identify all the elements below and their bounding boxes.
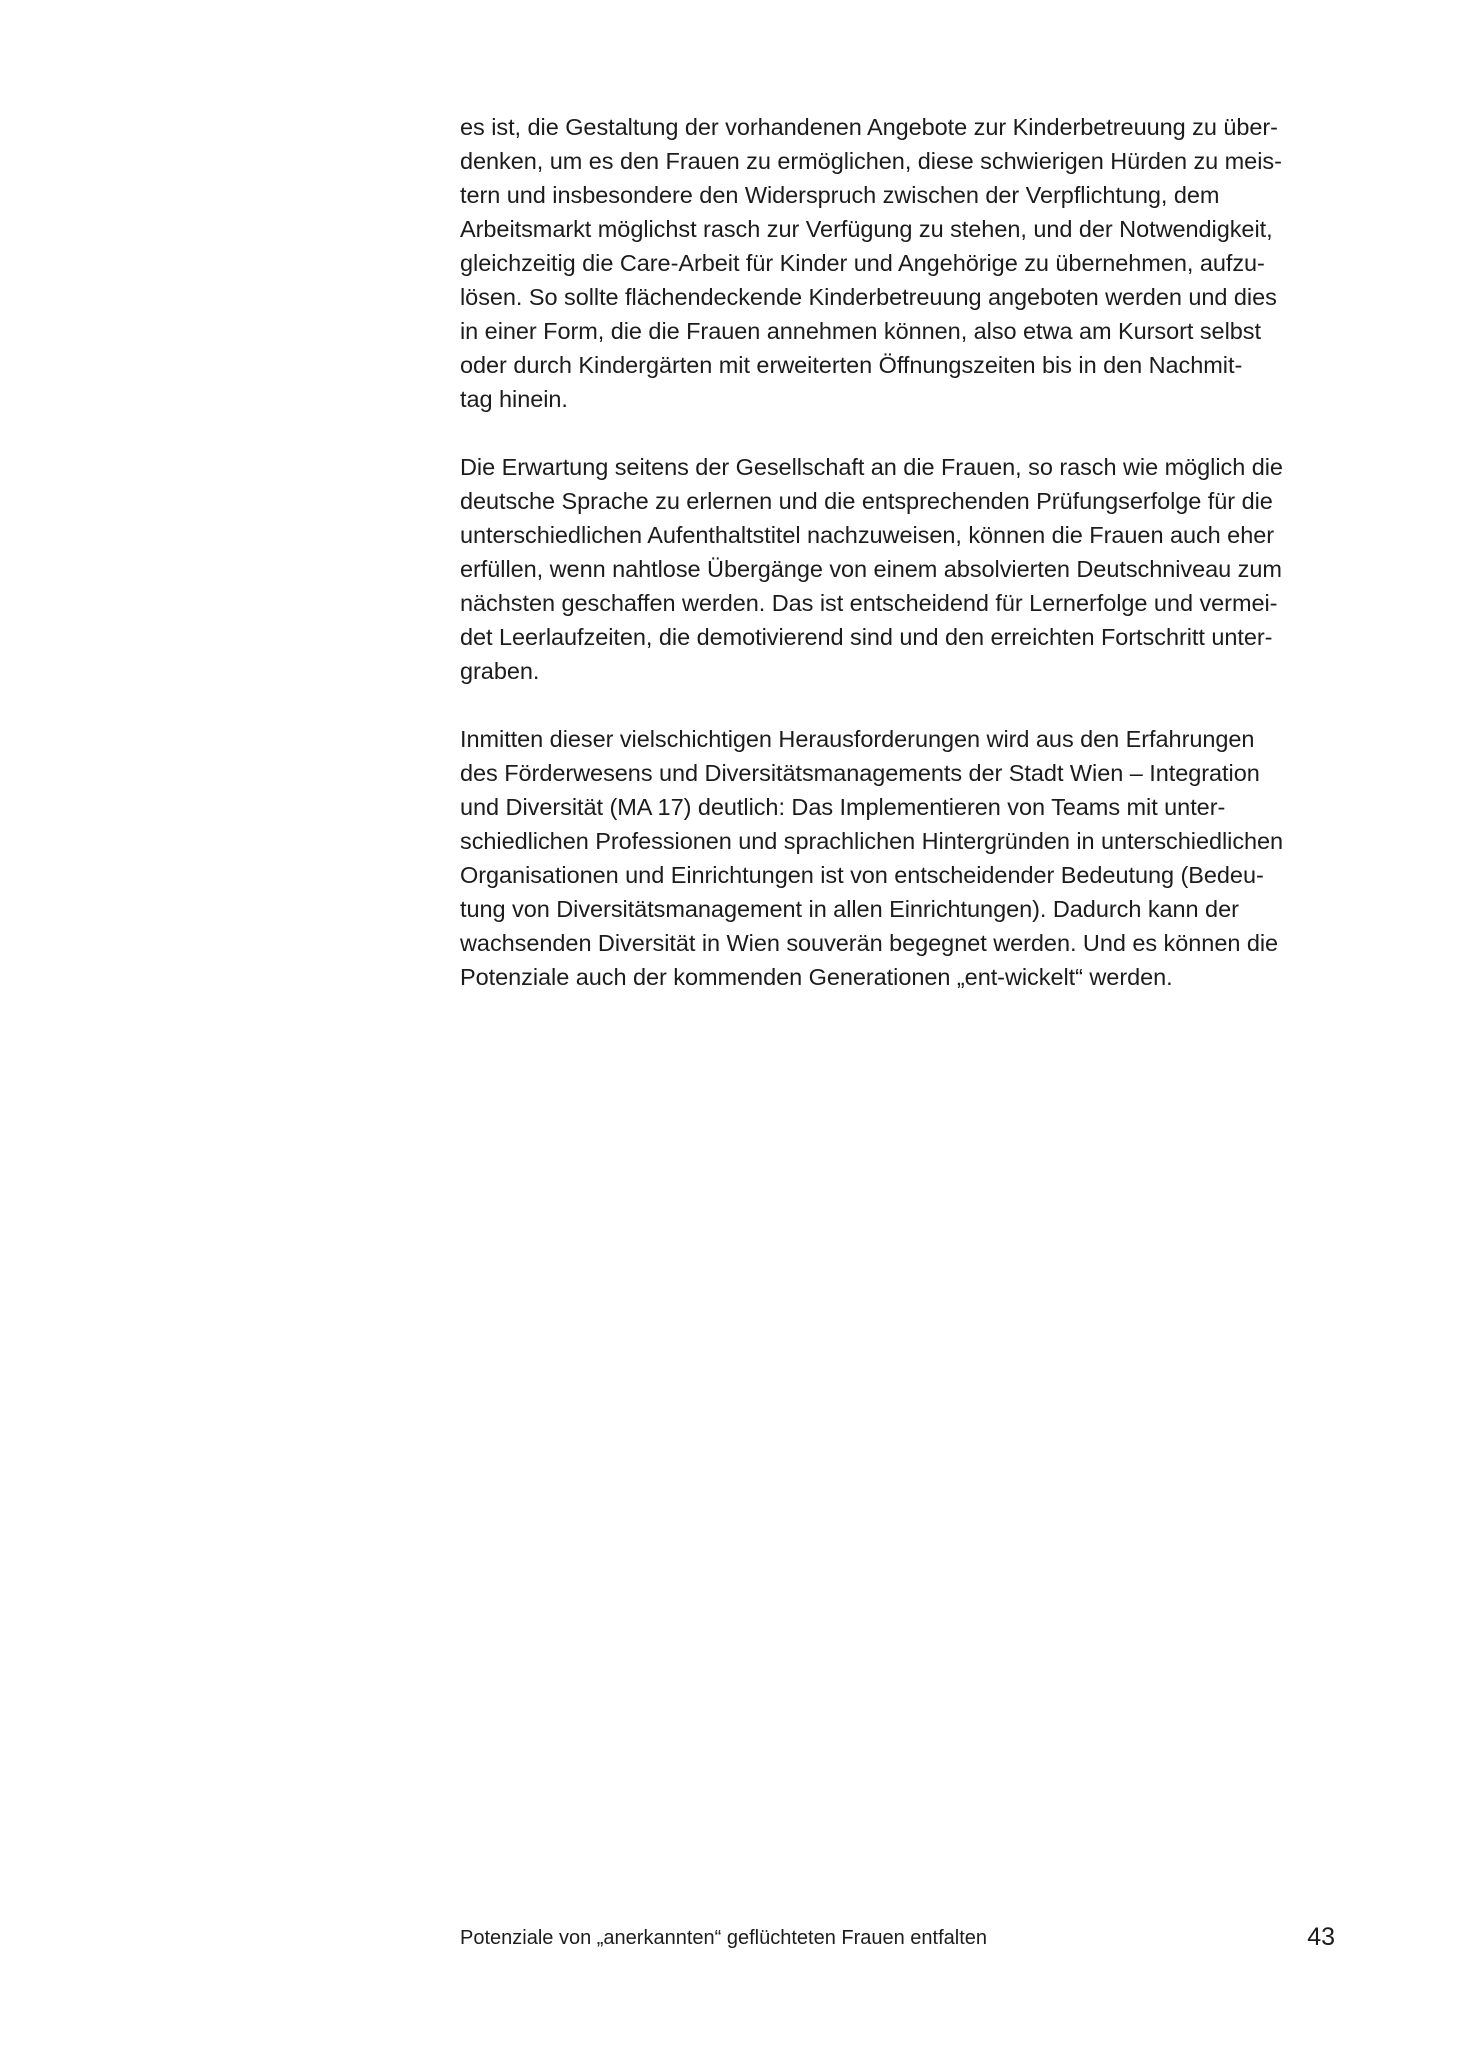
text-line: in einer Form, die die Frauen annehmen können, also etwa am Kursort selbst [460, 318, 1261, 344]
text-line: schiedlichen Professionen und sprachlichen Hintergründen in unterschiedlichen [460, 828, 1284, 854]
text-line: oder durch Kindergärten mit erweiterten Öffnungszeiten bis in den Nachmit- [460, 352, 1243, 378]
text-line: Die Erwartung seitens der Gesellschaft an die Frauen, so rasch wie möglich die [460, 454, 1283, 480]
text-line: denken, um es den Frauen zu ermöglichen, diese schwierigen Hürden zu meis- [460, 148, 1282, 174]
text-line: und Diversität (MA 17) deutlich: Das Implementieren von Teams mit unter- [460, 794, 1226, 820]
text-line: graben. [460, 658, 540, 684]
text-line: erfüllen, wenn nahtlose Übergänge von einem absolvierten Deutschniveau zum [460, 556, 1282, 582]
text-line: es ist, die Gestaltung der vorhandenen Angebote zur Kinderbetreuung zu über- [460, 114, 1278, 140]
footer-title: Potenziale von „anerkannten“ geflüchteten Frauen entfalten [460, 1927, 988, 1949]
text-line: deutsche Sprache zu erlernen und die entsprechenden Prüfungserfolge für die [460, 488, 1273, 514]
text-line: Organisationen und Einrichtungen ist von entscheidender Bedeutung (Bedeu- [460, 862, 1264, 888]
text-line: nächsten geschaffen werden. Das ist entscheidend für Lernerfolge und vermei- [460, 590, 1278, 616]
text-line: lösen. So sollte flächendeckende Kinderbetreuung angeboten werden und dies [460, 284, 1277, 310]
text-line: des Förderwesens und Diversitätsmanagements der Stadt Wien – Integration [460, 760, 1260, 786]
text-line: Arbeitsmarkt möglichst rasch zur Verfügung zu stehen, und der Notwendigkeit, [460, 216, 1273, 242]
page-number: 43 [1307, 1923, 1335, 1951]
paragraph-childcare [460, 110, 1340, 416]
text-line: gleichzeitig die Care-Arbeit für Kinder und Angehörige zu übernehmen, aufzu- [460, 250, 1265, 276]
text-line: unterschiedlichen Aufenthaltstitel nachzuweisen, können die Frauen auch eher [460, 522, 1275, 548]
text-line: wachsenden Diversität in Wien souverän begegnet werden. Und es können die [460, 930, 1279, 956]
text-line: tung von Diversitätsmanagement in allen Einrichtungen). Dadurch kann der [460, 896, 1239, 922]
text-line: tern und insbesondere den Widerspruch zwischen der Verpflichtung, dem [460, 182, 1220, 208]
text-line: Inmitten dieser vielschichtigen Herausforderungen wird aus den Erfahrungen [460, 726, 1255, 752]
text-line: det Leerlaufzeiten, die demotivierend sind und den erreichten Fortschritt unter- [460, 624, 1273, 650]
body-text [460, 110, 1340, 994]
text-line: tag hinein. [460, 386, 568, 412]
paragraph-language-learning [460, 450, 1340, 688]
text-line: Potenziale auch der kommenden Generationen „ent-wickelt“ werden. [460, 964, 1173, 990]
page-footer [460, 1924, 1335, 1956]
paragraph-diversity [460, 722, 1340, 994]
